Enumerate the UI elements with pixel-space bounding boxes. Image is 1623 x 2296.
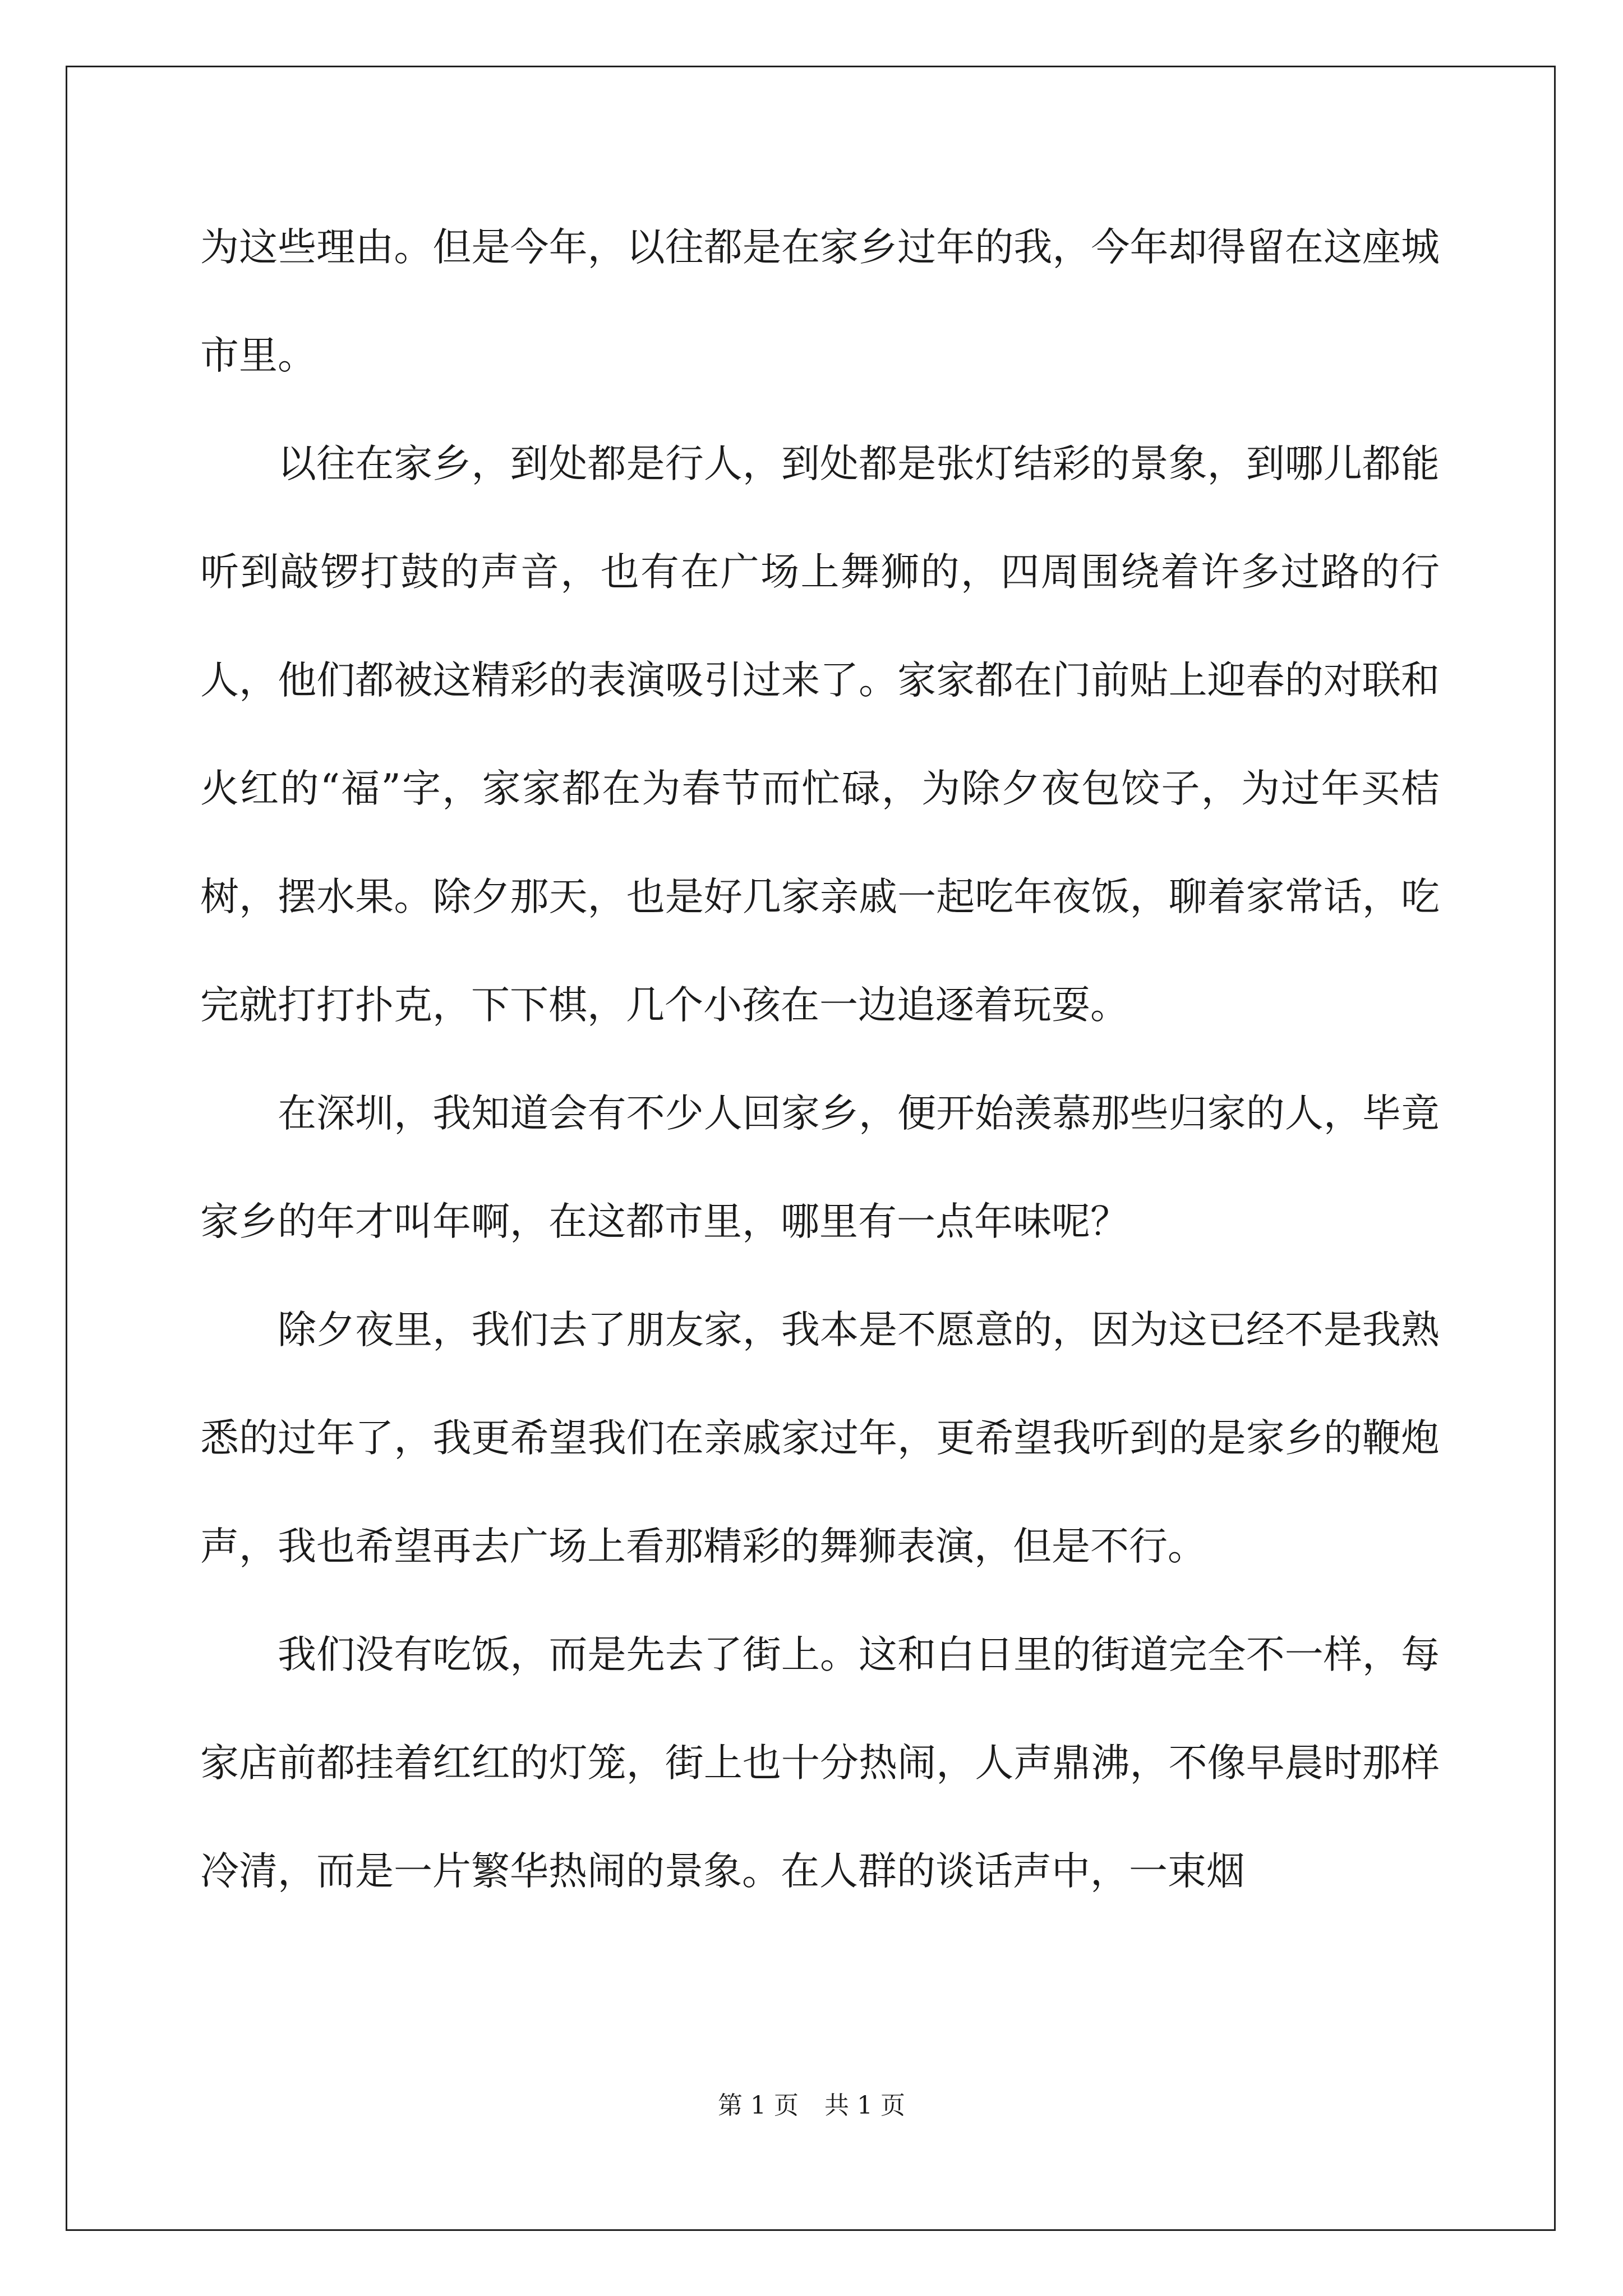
document-body (200, 194, 1440, 1926)
paragraph-4: 除夕夜里，我们去了朋友家，我本是不愿意的，因为这已经不是我熟悉的过年了，我更希望我们在亲戚家过年，更希望我听到的是家乡的鞭炮声，我也希望再去广场上看那精彩的舞狮表演，但是不行。 (200, 1308, 1440, 1569)
paragraph-5: 我们没有吃饭，而是先去了街上。这和白日里的街道完全不一样，每家店前都挂着红红的灯笼，街上也十分热闹，人声鼎沸，不像早晨时那样冷清，而是一片繁华热闹的景象。在人群的谈话声中，一束烟 (200, 1632, 1440, 1894)
paragraph-3: 在深圳，我知道会有不少人回家乡，便开始羡慕那些归家的人，毕竟家乡的年才叫年啊，在这都市里，哪里有一点年味呢？ (200, 1091, 1440, 1244)
paragraph-1: 为这些理由。但是今年，以往都是在家乡过年的我，今年却得留在这座城市里。 (200, 225, 1440, 378)
page-footer (0, 2089, 1623, 2123)
page-number: 第 1 页 (718, 2091, 799, 2120)
paragraph-2: 以往在家乡，到处都是行人，到处都是张灯结彩的景象，到哪儿都能听到敲锣打鼓的声音，也有在广场上舞狮的，四周围绕着许多过路的行人，他们都被这精彩的表演吸引过来了。家家都在门前贴上迎春的对联和火红的“福”字，家家都在为春节而忙碌，为除夕夜包饺子，为过年买桔树，摆水果。除夕那天，也是好几家亲戚一起吃年夜饭，聊着家常话，吃完就打打扑克，下下棋，几个小孩在一边追逐着玩耍。 (200, 441, 1440, 1028)
page-total: 共 1 页 (824, 2091, 905, 2120)
